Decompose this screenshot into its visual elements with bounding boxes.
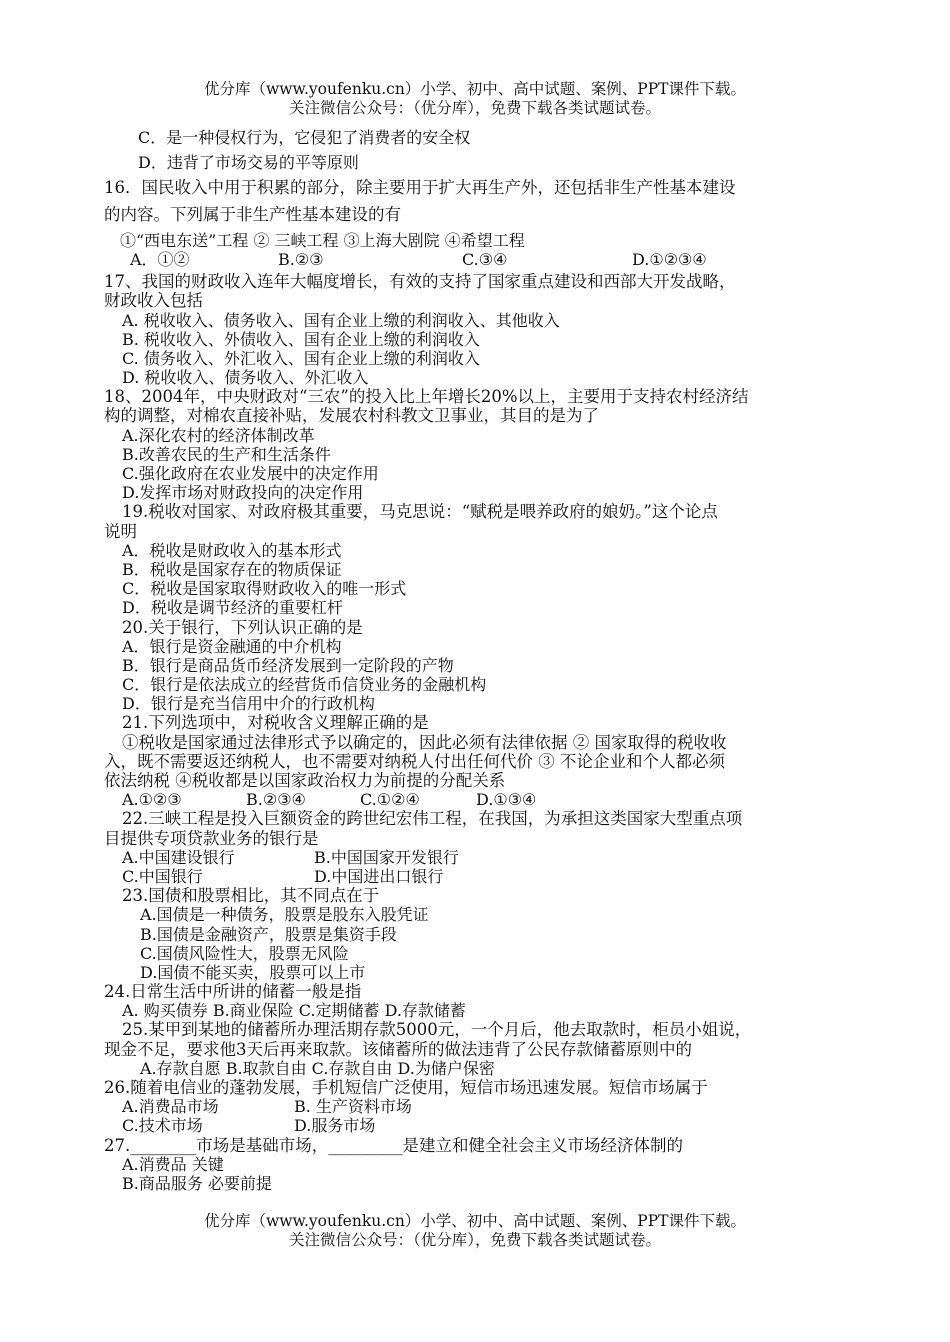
question-16-items: ①“西电东送”工程 ② 三峡工程 ③上海大剧院 ④希望工程 <box>120 230 525 250</box>
footer-line-2: 关注微信公众号：（优分库），免费下载各类试题试卷。 <box>288 1231 661 1249</box>
header-line-1: 优分库（www.youfenku.cn）小学、初中、高中试题、案例、PPT课件下载。 <box>203 80 747 98</box>
option-26c: C.技术市场 <box>122 1116 203 1136</box>
question-17-line-2: 财政收入包括 <box>104 291 203 311</box>
option-22d: D.中国进出口银行 <box>314 866 444 886</box>
question-26: 26.随着电信业的蓬勃发展，手机短信广泛使用，短信市场迅速发展。短信市场属于 <box>104 1078 708 1097</box>
option-16d: D.①②③④ <box>632 249 707 269</box>
option-18d: D.发挥市场对财政投向的决定作用 <box>122 483 364 503</box>
option-19b: B．税收是国家存在的物质保证 <box>122 559 342 579</box>
option-22c: C.中国银行 <box>122 866 203 886</box>
option-23b: B.国债是金融资产，股票是集资手段 <box>140 924 397 944</box>
question-25-options: A.存款自愿 B.取款自由 C.存款自由 D.为储户保密 <box>140 1058 495 1078</box>
option-18c: C.强化政府在农业发展中的决定作用 <box>122 464 379 483</box>
option-17d: D. 税收收入、债务收入、外汇收入 <box>122 368 369 388</box>
option-18a: A.深化农村的经济体制改革 <box>122 425 315 445</box>
question-18-line-2: 构的调整，对棉农直接补贴，发展农村科教文卫事业，其目的是为了 <box>104 406 599 426</box>
question-24: 24.日常生活中所讲的储蓄一般是指 <box>104 982 362 1002</box>
question-21-items-line-1: ①税收是国家通过法律形式予以确定的，因此必须有法律依据 ② 国家取得的税收收 <box>122 732 727 752</box>
question-19-line-1: 19.税收对国家、对政府极其重要，马克思说：“赋税是喂养政府的娘奶。”这个论点 <box>122 502 718 522</box>
question-23: 23.国债和股票相比，其不同点在于 <box>122 886 380 906</box>
option-23a: A.国债是一种债务，股票是股东入股凭证 <box>140 905 429 925</box>
option-27b: B.商品服务 必要前提 <box>122 1173 272 1193</box>
option-16a: A．①② <box>130 249 190 269</box>
option-20c: C．银行是依法成立的经营货币信贷业务的金融机构 <box>122 675 487 695</box>
page-header <box>0 80 950 118</box>
question-24-options: A. 购买债券 B.商业保险 C.定期储蓄 D.存款储蓄 <box>122 1001 466 1021</box>
option-21d: D.①③④ <box>476 790 537 810</box>
option-16c: C.③④ <box>462 249 508 269</box>
question-18-line-1: 18、2004年，中央财政对“三农”的投入比上年增长20%以上，主要用于支持农村经济结 <box>104 387 749 407</box>
footer-line-1: 优分库（www.youfenku.cn）小学、初中、高中试题、案例、PPT课件下载。 <box>203 1212 747 1230</box>
option-17a: A. 税收收入、债务收入、国有企业上缴的利润收入、其他收入 <box>122 310 560 330</box>
option-17b: B. 税收收入、外债收入、国有企业上缴的利润收入 <box>122 329 480 349</box>
question-25-line-1: 25.某甲到某地的储蓄所办理活期存款5000元，一个月后，他去取款时，柜员小姐说， <box>122 1020 752 1040</box>
option-26d: D.服务市场 <box>294 1116 376 1136</box>
question-19-line-2: 说明 <box>104 521 137 541</box>
question-22-options-row-2 <box>104 867 850 886</box>
option-18b: B.改善农民的生产和生活条件 <box>122 444 331 464</box>
question-26-options-row-1 <box>104 1097 850 1116</box>
option-27a: A.消费品 关键 <box>122 1154 224 1174</box>
option-21a: A.①②③ <box>122 790 182 810</box>
question-content <box>104 126 850 1193</box>
question-16-line-2: 的内容。下列属于非生产性基本建设的有 <box>104 204 401 224</box>
question-25-line-2: 现金不足，要求他3天后再来取款。该储蓄所的做法违背了公民存款储蓄原则中的 <box>104 1039 692 1059</box>
option-22b: B.中国国家开发银行 <box>314 847 459 867</box>
question-21-options <box>104 790 850 809</box>
option-16b: B.②③ <box>278 249 324 269</box>
option-19a: A．税收是财政收入的基本形式 <box>122 540 342 560</box>
option-20a: A．银行是资金融通的中介机构 <box>122 636 342 656</box>
option-19c: C．税收是国家取得财政收入的唯一形式 <box>122 579 407 599</box>
option-19d: D．税收是调节经济的重要杠杆 <box>122 598 343 618</box>
question-22-line-2: 目提供专项贷款业务的银行是 <box>104 828 319 848</box>
option-20d: D．银行是充当信用中介的行政机构 <box>122 694 375 714</box>
question-16-line-1: 16．国民收入中用于积累的部分，除主要用于扩大再生产外，还包括非生产性基本建设 <box>104 178 736 198</box>
option-20b: B．银行是商品货币经济发展到一定阶段的产物 <box>122 655 454 675</box>
option-15d: D．违背了市场交易的平等原则 <box>138 153 359 173</box>
option-15c: C．是一种侵权行为，它侵犯了消费者的安全权 <box>138 128 471 147</box>
question-17-line-1: 17、我国的财政收入连年大幅度增长，有效的支持了国家重点建设和西部大开发战略， <box>104 272 736 292</box>
page-footer <box>0 1212 950 1250</box>
question-22-line-1: 22.三峡工程是投入巨额资金的跨世纪宏伟工程，在我国，为承担这类国家大型重点项 <box>122 809 743 829</box>
option-23c: C.国债风险性大，股票无风险 <box>140 943 349 963</box>
header-line-2: 关注微信公众号：（优分库），免费下载各类试题试卷。 <box>288 99 661 117</box>
option-22a: A.中国建设银行 <box>122 847 235 867</box>
option-26b: B. 生产资料市场 <box>294 1097 412 1117</box>
question-21-items-line-3: 依法纳税 ④税收都是以国家政治权力为前提的分配关系 <box>104 771 506 790</box>
option-23d: D.国债不能买卖，股票可以上市 <box>140 962 366 982</box>
option-21c: C.①②④ <box>360 790 420 810</box>
option-17c: C. 债务收入、外汇收入、国有企业上缴的利润收入 <box>122 348 480 368</box>
question-27: 27.________市场是基础市场，_________是建立和健全社会主义市场经济体制的 <box>104 1135 683 1155</box>
question-22-options-row-1 <box>104 848 850 867</box>
question-16-options <box>104 250 850 269</box>
question-26-options-row-2 <box>104 1116 850 1135</box>
question-20: 20.关于银行，下列认识正确的是 <box>122 617 363 637</box>
question-21-items-line-2: 入，既不需要返还纳税人，也不需要对纳税人付出任何代价 ③ 不论企业和个人都必须 <box>104 751 725 771</box>
question-21: 21.下列选项中，对税收含义理解正确的是 <box>122 713 429 733</box>
option-26a: A.消费品市场 <box>122 1097 219 1117</box>
option-21b: B.②③④ <box>246 790 306 810</box>
